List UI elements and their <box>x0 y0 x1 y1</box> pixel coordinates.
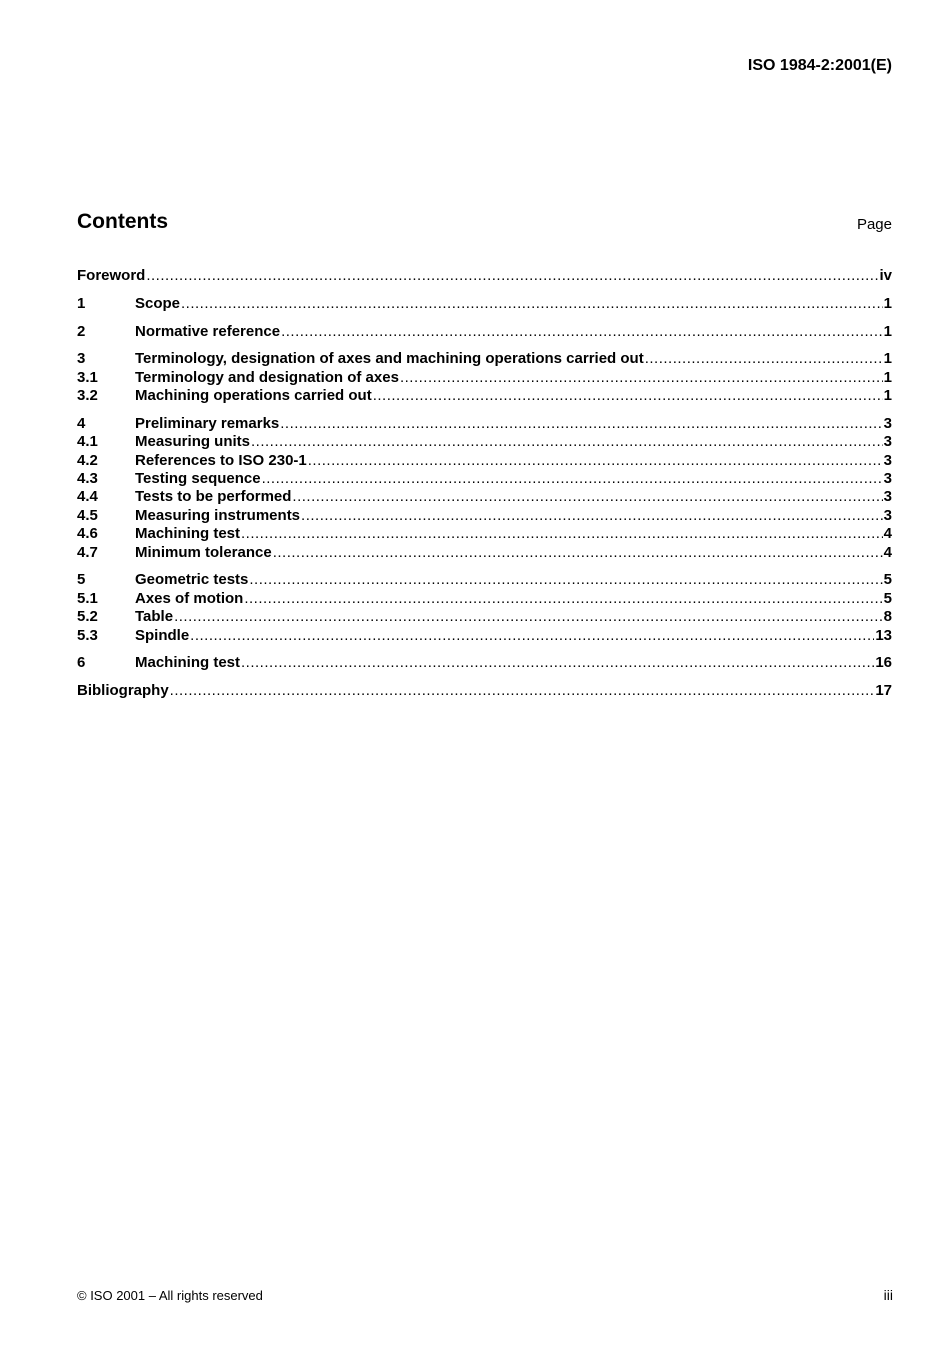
toc-entry-number: 4.7 <box>77 543 98 561</box>
toc-entry[interactable] <box>77 488 892 506</box>
footer-page-number: iii <box>883 1287 893 1303</box>
toc-entry-page: 4 <box>883 525 892 543</box>
toc-entry-number: 2 <box>77 322 86 340</box>
document-id: ISO 1984-2:2001(E) <box>747 57 892 74</box>
toc-dot-leader <box>174 608 883 626</box>
toc-dot-leader <box>190 627 874 645</box>
toc-entry-title: References to ISO 230-1 <box>135 451 307 469</box>
toc-dot-leader <box>373 387 883 405</box>
page-column-label: Page <box>856 216 892 233</box>
toc-entry-title: Measuring instruments <box>135 506 301 524</box>
toc-entry-number: 4.4 <box>77 488 98 506</box>
toc-entry[interactable] <box>77 507 892 525</box>
toc-entry-number: 3.2 <box>77 387 98 405</box>
toc-dot-leader <box>645 350 883 368</box>
toc-dot-leader <box>308 452 883 470</box>
toc-entry-title: Spindle <box>135 626 190 644</box>
toc-entry-page: 3 <box>883 488 892 506</box>
toc-entry-title: Machining test <box>135 525 241 543</box>
toc-entry-number: 5.3 <box>77 626 98 644</box>
toc-entry-page: 3 <box>883 451 892 469</box>
toc-entry-page: 16 <box>875 654 892 672</box>
toc-entry[interactable] <box>77 415 892 433</box>
toc-entry-number: 4.3 <box>77 470 98 488</box>
toc-entry[interactable] <box>77 608 892 626</box>
toc-entry-number: 4.5 <box>77 506 98 524</box>
toc-entry-title: Tests to be performed <box>135 488 292 506</box>
toc-entry-title: Machining test <box>135 654 241 672</box>
toc-entry-page: 3 <box>883 506 892 524</box>
toc-entry-title: Table <box>135 608 174 626</box>
toc-dot-leader <box>262 470 883 488</box>
toc-dot-leader <box>244 590 882 608</box>
toc-entry-title: Scope <box>135 294 181 312</box>
toc-entry-title: Geometric tests <box>135 571 249 589</box>
toc-entry-page: 1 <box>883 350 892 368</box>
toc-dot-leader <box>273 544 883 562</box>
toc-entry-title: Terminology and designation of axes <box>135 368 399 386</box>
toc-dot-leader <box>181 295 883 313</box>
toc-entry-number: 5.2 <box>77 608 98 626</box>
toc-entry[interactable] <box>77 682 892 700</box>
footer-copyright: © ISO 2001 – All rights reserved <box>77 1288 263 1303</box>
toc-entry[interactable] <box>77 525 892 543</box>
toc-entry-number: 5.1 <box>77 589 98 607</box>
toc-entry-page: 3 <box>883 414 892 432</box>
toc-entry-number: 4.6 <box>77 525 98 543</box>
toc-entry-page: 8 <box>883 608 892 626</box>
toc-entry-page: 13 <box>875 626 892 644</box>
toc-entry[interactable] <box>77 267 892 285</box>
toc-entry[interactable] <box>77 571 892 589</box>
toc-entry-page: 4 <box>883 543 892 561</box>
toc-dot-leader <box>170 682 875 700</box>
toc-entry[interactable] <box>77 387 892 405</box>
toc-entry-title: Testing sequence <box>135 470 261 488</box>
toc-dot-leader <box>251 433 883 451</box>
toc-entry-title: Axes of motion <box>135 589 244 607</box>
toc-entry[interactable] <box>77 369 892 387</box>
toc-entry-title: Machining operations carried out <box>135 387 372 405</box>
toc-dot-leader <box>241 525 883 543</box>
toc-entry-page: 17 <box>875 682 892 700</box>
toc-entry-page: 5 <box>883 571 892 589</box>
contents-title: Contents <box>77 210 168 233</box>
toc-entry-number: 3.1 <box>77 368 98 386</box>
toc-entry-number: 4.1 <box>77 433 98 451</box>
toc-entry-page: iv <box>879 267 892 284</box>
toc-entry-number: 4.2 <box>77 451 98 469</box>
toc-entry-title: Minimum tolerance <box>135 543 272 561</box>
toc-entry-title: Measuring units <box>135 433 251 451</box>
toc-dot-leader <box>400 369 883 387</box>
toc-entry-number: 1 <box>77 294 86 312</box>
toc-entry-number: 4 <box>77 414 86 432</box>
toc-entry[interactable] <box>77 323 892 341</box>
toc-entry-number: 5 <box>77 571 86 589</box>
toc-entry-page: 3 <box>883 470 892 488</box>
toc-entry[interactable] <box>77 627 892 645</box>
toc-entry[interactable] <box>77 544 892 562</box>
toc-entry-page: 1 <box>883 322 892 340</box>
toc-dot-leader <box>281 323 883 341</box>
toc-entry-page: 1 <box>883 294 892 312</box>
toc-entry[interactable] <box>77 350 892 368</box>
toc-dot-leader <box>280 415 882 433</box>
toc-entry[interactable] <box>77 433 892 451</box>
toc-entry[interactable] <box>77 590 892 608</box>
toc-entry-title: Normative reference <box>135 322 281 340</box>
toc-entry-page: 3 <box>883 433 892 451</box>
toc-entry-page: 5 <box>883 589 892 607</box>
toc-entry-number: 3 <box>77 350 86 368</box>
toc-dot-leader <box>301 507 883 525</box>
table-of-contents <box>77 267 892 701</box>
toc-entry-title: Terminology, designation of axes and machining operations carried out <box>135 350 644 368</box>
toc-dot-leader <box>146 267 878 285</box>
toc-entry[interactable] <box>77 452 892 470</box>
toc-entry[interactable] <box>77 470 892 488</box>
toc-entry[interactable] <box>77 295 892 313</box>
toc-dot-leader <box>292 488 882 506</box>
toc-entry-title: Bibliography <box>77 682 169 700</box>
toc-entry-page: 1 <box>883 387 892 405</box>
toc-dot-leader <box>249 571 882 589</box>
toc-entry-number: 6 <box>77 654 86 672</box>
toc-entry-title: Preliminary remarks <box>135 414 280 432</box>
toc-dot-leader <box>241 654 874 672</box>
toc-entry-title: Foreword <box>77 267 146 284</box>
toc-entry[interactable] <box>77 654 892 672</box>
toc-entry-page: 1 <box>883 368 892 386</box>
